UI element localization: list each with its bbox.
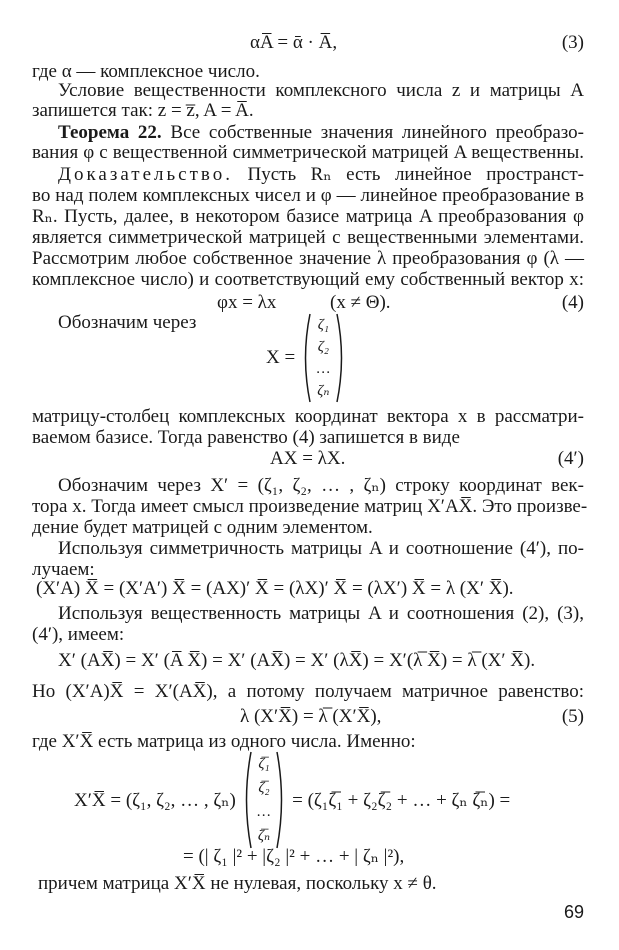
- text-line-15: ваемом базисе. Тогда равенство (4) запишется в виде: [32, 427, 460, 448]
- conj-entry-2: ζ̅₂: [258, 780, 270, 796]
- theorem-text: Все собственные значения линейного преобразо-: [170, 122, 584, 143]
- left-paren-icon: [241, 750, 253, 850]
- product-column-entries: [257, 752, 270, 848]
- conj-entry-3: …: [257, 804, 271, 820]
- text-line-23: Используя вещественность матрицы A и соотношения (2), (3),: [58, 603, 584, 624]
- column-vector-lhs: X =: [266, 347, 296, 368]
- text-line-28: где X′X̅ есть матрица из одного числа. Именно:: [32, 731, 416, 752]
- right-paren-icon: [275, 750, 287, 850]
- text-line-26: Но (X′A)X̅ = X′(AX̅), а потому получаем матричное равенство:: [32, 681, 584, 702]
- proof-line: [32, 163, 584, 186]
- equation-3-number: (3): [561, 32, 584, 53]
- text-line-10: Рассмотрим любое собственное значение λ преобразования φ (λ —: [32, 248, 584, 269]
- equation-4-condition: (x ≠ Θ).: [330, 292, 391, 313]
- text-line-7: во над полем комплексных чисел и φ — линейное преобразование в: [32, 185, 584, 206]
- conj-entry-4: ζ̅ₙ: [257, 828, 271, 844]
- equation-4-left: φx = λx: [217, 292, 277, 313]
- text-line-24: (4′), имеем:: [32, 624, 125, 645]
- equation-5-number: (5): [561, 706, 584, 727]
- vector-entry-4: ζₙ: [317, 383, 330, 399]
- vector-entry-1: ζ₁: [317, 317, 329, 333]
- column-vector-X: [266, 312, 347, 404]
- equation-4prime-number: (4′): [557, 448, 584, 469]
- equation-4-number: (4): [561, 292, 584, 313]
- conj-entry-1: ζ̅₁: [258, 756, 270, 772]
- product-rhs: = (ζ₁ζ̅₁ + ζ₂ζ̅₂ + … + ζₙ ζ̅ₙ) =: [292, 789, 511, 811]
- text-line-11: комплексное число) и соответствующий ему собственный вектор x:: [32, 269, 584, 290]
- text-line-9: является симметрической матрицей с вещественными элементами.: [32, 227, 584, 248]
- text-line-3: запишется так: z = z̅, A = A̅.: [32, 100, 254, 121]
- left-paren-icon: [300, 312, 312, 404]
- equation-product-line2: = (| ζ₁ |² + |ζ₂ |² + … + | ζₙ |²),: [183, 846, 405, 867]
- equation-3: αA̅ = ᾱ · A̅,: [250, 32, 338, 53]
- equation-4prime: AX = λX.: [270, 448, 346, 469]
- page-number: 69: [563, 902, 584, 922]
- text-line-1: где α — комплексное число.: [32, 61, 260, 82]
- right-paren-icon: [335, 312, 347, 404]
- text-line-13: Обозначим через: [58, 312, 197, 333]
- theorem-label: Теорема 22.: [58, 122, 162, 143]
- text-line-17: Обозначим через X′ = (ζ₁, ζ₂, … , ζₙ) строку координат век-: [58, 475, 584, 496]
- equation-symmetry: (X′A) X̅ = (X′A′) X̅ = (AX)′ X̅ = (λX)′ X̅ = (λX′) X̅ = λ (X′ X̅).: [36, 578, 514, 599]
- equation-5: λ (X′X̅) = λ̅ (X′X̅),: [240, 706, 382, 727]
- vector-entry-3: …: [316, 361, 331, 377]
- text-line-19: дение будет матрицей с одним элементом.: [32, 517, 373, 538]
- product-lhs: X′X̅ = (ζ₁, ζ₂, … , ζₙ): [74, 789, 236, 811]
- proof-text: Пусть Rₙ есть линейное пространст-: [247, 164, 584, 185]
- proof-label: Доказательство.: [58, 164, 233, 185]
- text-line-20: Используя симметричность матрицы A и соотношение (4′), по-: [58, 538, 584, 559]
- text-line-2: Условие вещественности комплексного числа z и матрицы A: [58, 80, 584, 101]
- vector-entry-2: ζ₂: [317, 339, 329, 355]
- text-line-31: причем матрица X′X̅ не нулевая, поскольку x ≠ θ.: [38, 873, 437, 894]
- text-line-21: лучаем:: [32, 559, 95, 580]
- text-line-8: Rₙ. Пусть, далее, в некотором базисе матрица A преобразования φ: [32, 206, 584, 227]
- equation-product: [74, 750, 510, 850]
- text-line-14: матрицу-столбец комплексных координат вектора x в рассматри-: [32, 406, 584, 427]
- text-line-18: тора x. Тогда имеет смысл произведение матриц X′AX̅. Это произве-: [32, 496, 588, 517]
- equation-reality: X′ (AX̅) = X′ (A̅ X̅) = X′ (AX̅) = X′ (λX̅) = X′(λ̅ X̅) = λ̅ (X′ X̅).: [58, 650, 536, 671]
- column-vector-entries: [317, 314, 330, 402]
- text-line-5: вания φ с вещественной симметрической матрицей A вещественны.: [32, 142, 584, 163]
